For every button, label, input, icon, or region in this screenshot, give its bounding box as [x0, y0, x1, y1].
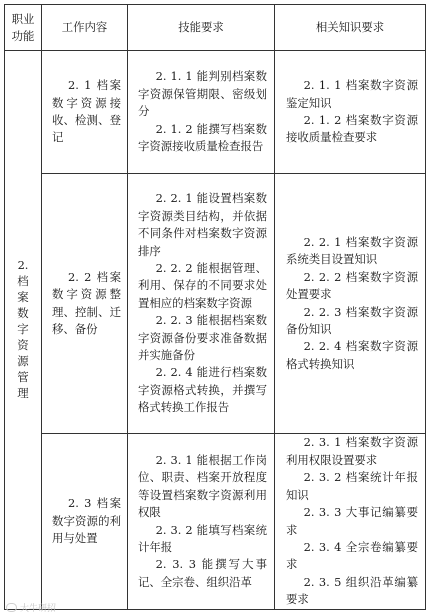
- skill-item: 2. 1. 1 能判别档案数字资源保管期限、密级划分: [138, 69, 267, 119]
- logo-icon: [6, 603, 17, 612]
- skill-cell: [128, 174, 275, 434]
- watermark: [6, 601, 56, 614]
- knowledge-cell: [275, 174, 426, 434]
- knowledge-item: 2. 2. 2 档案数字资源处置要求: [286, 269, 418, 302]
- watermark-text: 大牛研招: [20, 604, 57, 614]
- header-function: 职业功能: [5, 5, 42, 51]
- skill-item: 2. 2. 3 能根据档案数字资源备份要求准备数据并实施备份: [138, 313, 267, 363]
- content-cell: 2. 3 档案数字资源的利用与处置: [42, 434, 128, 610]
- content-cell: 2. 1 档案数字资源接收、检测、登记: [42, 51, 128, 174]
- skill-item: 2. 2. 2 能根据管理、利用、保存的不同要求处置相应的档案数字资源: [138, 260, 267, 310]
- table-row: [5, 174, 426, 434]
- content-cell: 2. 2 档案数字资源整理、控制、迁移、备份: [42, 174, 128, 434]
- knowledge-item: 2. 2. 1 档案数字资源系统类目设置知识: [286, 234, 418, 267]
- knowledge-item: 2. 1. 1 档案数字资源鉴定知识: [286, 78, 418, 110]
- skill-item: 2. 1. 2 能撰写档案数字资源接收质量检查报告: [138, 121, 267, 154]
- header-skill: 技能要求: [128, 5, 275, 51]
- skill-cell: [128, 51, 275, 174]
- competency-table: [4, 4, 426, 610]
- knowledge-item: 2. 2. 4 档案数字资源格式转换知识: [286, 339, 418, 371]
- skill-item: 2. 2. 1 能设置档案数字资源类目结构，并依据不同条件对档案数字资源排序: [138, 191, 267, 258]
- knowledge-item: 2. 3. 1 档案数字资源利用权限设置要求: [286, 435, 418, 467]
- knowledge-cell: [275, 434, 426, 610]
- skill-item: 2. 3. 2 能填写档案统计年报: [138, 522, 267, 554]
- table-row: [5, 434, 426, 610]
- function-label: 2. 档案数字资源管理: [17, 258, 29, 401]
- skill-item: 2. 2. 4 能进行档案数字资源格式转换，并撰写格式转换工作报告: [138, 365, 267, 415]
- knowledge-cell: [275, 51, 426, 174]
- knowledge-item: 2. 3. 4 全宗卷编纂要求: [286, 539, 418, 572]
- header-row: [5, 5, 426, 51]
- skill-item: 2. 3. 1 能根据工作岗位、职责、档案开放程度等设置档案数字资源利用权限: [138, 452, 267, 520]
- knowledge-item: 2. 3. 5 组织沿革编纂要求: [286, 574, 418, 607]
- skill-item: 2. 3. 3 能撰写大事记、全宗卷、组织沿革: [138, 557, 267, 589]
- knowledge-item: 2. 3. 2 档案统计年报知识: [286, 470, 418, 502]
- skill-cell: [128, 434, 275, 610]
- knowledge-item: 2. 2. 3 档案数字资源备份知识: [286, 304, 418, 336]
- knowledge-item: 2. 3. 3 大事记编纂要求: [286, 505, 418, 537]
- function-cell: [5, 51, 42, 610]
- header-content: 工作内容: [42, 5, 128, 51]
- knowledge-item: 2. 1. 2 档案数字资源接收质量检查要求: [286, 113, 418, 145]
- header-knowledge: 相关知识要求: [275, 5, 426, 51]
- table-row: [5, 51, 426, 174]
